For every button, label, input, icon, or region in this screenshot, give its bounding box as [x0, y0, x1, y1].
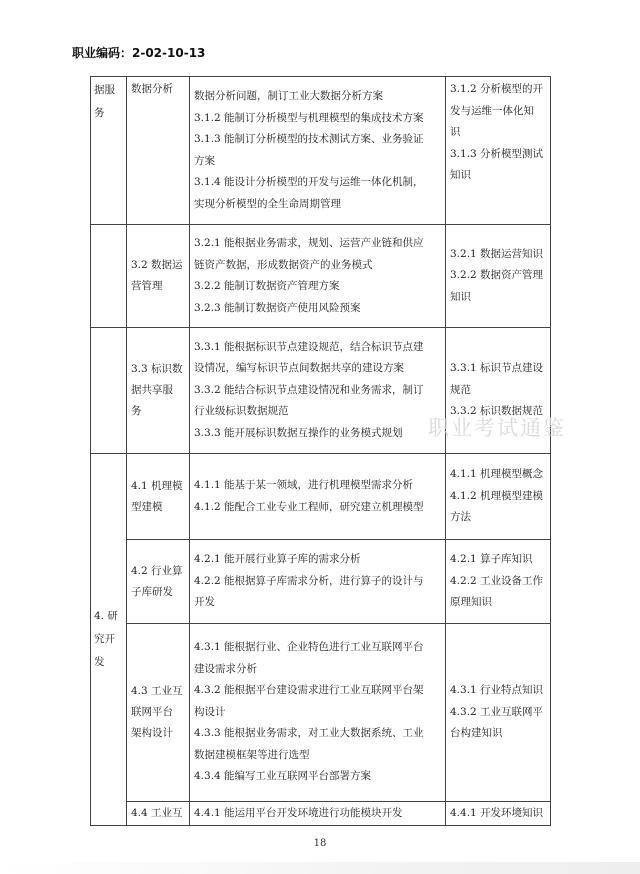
cell-line: 务 [131, 405, 142, 417]
cell-line: 3.3.1 能根据标识节点建设规范，结合标识节点建 [194, 340, 424, 353]
cell-line: 3.3.1 标识节点建设 [450, 362, 544, 375]
cell-line: 3.2.2 数据资产管理 [450, 269, 544, 282]
table-row [91, 540, 551, 624]
skills-cell [190, 225, 446, 328]
cell-line: 4.3.4 能编写工业互联网平台部署方案 [194, 770, 372, 783]
skills-cell [190, 624, 446, 802]
module-cell [127, 454, 190, 540]
cell-line: 联网平台 [131, 706, 173, 718]
module-cell [127, 624, 190, 802]
cell-line: 3.3.3 能开展标识数据互操作的业务模式规划 [194, 426, 403, 439]
cell-line: 设情况，编写标识节点间数据共享的建设方案 [194, 362, 404, 375]
occupation-code: 职业编码：2-02-10-13 [72, 46, 206, 60]
cell-line: 方案 [194, 154, 215, 167]
cell-line: 据共享服 [131, 384, 173, 396]
cell-line: 3.2.1 能根据业务需求，规划、运营产业链和供应 [194, 237, 424, 249]
cell-line: 4.3.2 能根据平台建设需求进行工业互联网平台架 [194, 684, 424, 697]
cell-line: 规范 [450, 383, 471, 396]
cell-line: 3.1.3 分析模型测试 [450, 147, 544, 160]
module-cell [127, 77, 190, 225]
module-cell [127, 225, 190, 328]
table-row [91, 225, 551, 328]
module-cell [127, 540, 190, 624]
domain-cell [91, 77, 127, 225]
cell-line: 4.2.1 算子库知识 [450, 553, 533, 566]
cell-line: 4.1.1 能基于某一领域，进行机理模型需求分析 [194, 479, 414, 491]
domain-cell [91, 454, 127, 826]
cell-line: 3.1.2 能制订分析模型与机理模型的集成技术方案 [194, 111, 424, 124]
knowledge-cell [446, 624, 551, 802]
cell-line: 4.3.1 能根据行业、企业特色进行工业互联网平台 [194, 641, 424, 654]
cell-line: 4.2 行业算 [131, 564, 183, 577]
knowledge-cell [446, 225, 551, 328]
cell-line: 4.3.1 行业特点知识 [450, 684, 544, 697]
scan-edge [0, 862, 640, 874]
page-number: 18 [313, 838, 327, 849]
knowledge-cell [446, 454, 551, 540]
cell-line: 子库研发 [131, 585, 173, 598]
skills-cell [190, 802, 446, 826]
cell-line: 知识 [450, 169, 471, 181]
table-row [91, 802, 551, 826]
table-row [91, 454, 551, 540]
cell-line: 3.1.4 能设计分析模型的开发与运维一体化机制， [194, 176, 424, 188]
cell-line: 4. 研 [94, 610, 118, 622]
cell-line: 4.4.1 开发环境知识 [450, 806, 544, 819]
cell-line: 3.2 数据运 [131, 259, 183, 271]
cell-line: 链资产数据，形成数据资产的业务模式 [194, 258, 373, 271]
cell-line: 数据分析 [131, 83, 173, 95]
cell-line: 3.1.2 分析模型的开 [450, 83, 544, 95]
table-row [91, 77, 551, 225]
cell-line: 识 [450, 126, 461, 138]
knowledge-cell [446, 540, 551, 624]
cell-line: 3.1.3 能制订分析模型的技术测试方案、业务验证 [194, 133, 424, 145]
cell-line: 3.3.2 能结合标识节点建设情况和业务需求，制订 [194, 383, 424, 396]
cell-line: 构设计 [194, 705, 226, 718]
table-row [91, 624, 551, 802]
module-cell [127, 328, 190, 454]
cell-line: 4.4 工业互 [131, 807, 183, 819]
cell-line: 4.1.2 机理模型建模 [450, 489, 544, 502]
skills-cell [190, 77, 446, 225]
cell-line: 原理知识 [450, 596, 492, 609]
cell-line: 数据分析问题，制订工业大数据分析方案 [194, 90, 383, 102]
cell-line: 4.1 机理模 [131, 479, 183, 492]
cell-line: 3.2.3 能制订数据资产使用风险预案 [194, 301, 361, 314]
cell-line: 3.3.2 标识数据规范 [450, 405, 544, 418]
cell-line: 知识 [450, 290, 471, 303]
cell-line: 4.3 工业互 [131, 685, 183, 697]
cell-line: 3.2.2 能制订数据资产管理方案 [194, 280, 340, 292]
cell-line: 4.3.3 能根据业务需求，对工业大数据系统、工业 [194, 727, 424, 740]
cell-line: 发与运维一体化知 [450, 104, 534, 117]
knowledge-cell [446, 802, 551, 826]
cell-line: 发 [94, 656, 105, 668]
module-cell [127, 802, 190, 826]
cell-line: 建设需求分析 [194, 662, 257, 675]
cell-line: 务 [94, 107, 105, 119]
cell-line: 行业级标识数据规范 [194, 405, 289, 418]
cell-line: 据服 [94, 84, 115, 96]
cell-line: 实现分析模型的全生命周期管理 [194, 197, 341, 210]
cell-line: 型建模 [131, 500, 163, 513]
domain-cell [91, 225, 127, 328]
cell-line: 数据建模框架等进行选型 [194, 748, 310, 761]
cell-line: 4.2.1 能开展行业算子库的需求分析 [194, 553, 361, 566]
cell-line: 营管理 [131, 280, 163, 292]
cell-line: 4.2.2 工业设备工作 [450, 574, 544, 587]
cell-line: 4.1.2 能配合工业专业工程师，研究建立机理模型 [194, 500, 424, 513]
cell-line: 究开 [94, 633, 115, 645]
skills-cell [190, 454, 446, 540]
skills-cell [190, 328, 446, 454]
cell-line: 3.2.1 数据运营知识 [450, 247, 544, 260]
cell-line: 4.4.1 能运用平台开发环境进行功能模块开发 [194, 806, 403, 819]
skills-cell [190, 540, 446, 624]
cell-line: 台构建知识 [450, 727, 503, 740]
cell-line: 3.3 标识数 [131, 363, 183, 375]
cell-line: 开发 [194, 596, 215, 609]
knowledge-cell [446, 77, 551, 225]
cell-line: 4.1.1 机理模型概念 [450, 468, 544, 481]
domain-cell [91, 328, 127, 454]
competency-table [90, 76, 551, 826]
cell-line: 4.2.2 能根据算子库需求分析，进行算子的设计与 [194, 574, 424, 587]
cell-line: 架构设计 [131, 727, 173, 739]
cell-line: 4.3.2 工业互联网平 [450, 705, 544, 718]
cell-line: 方法 [450, 511, 471, 524]
watermark-text: 职业考试通鉴 [428, 416, 566, 440]
